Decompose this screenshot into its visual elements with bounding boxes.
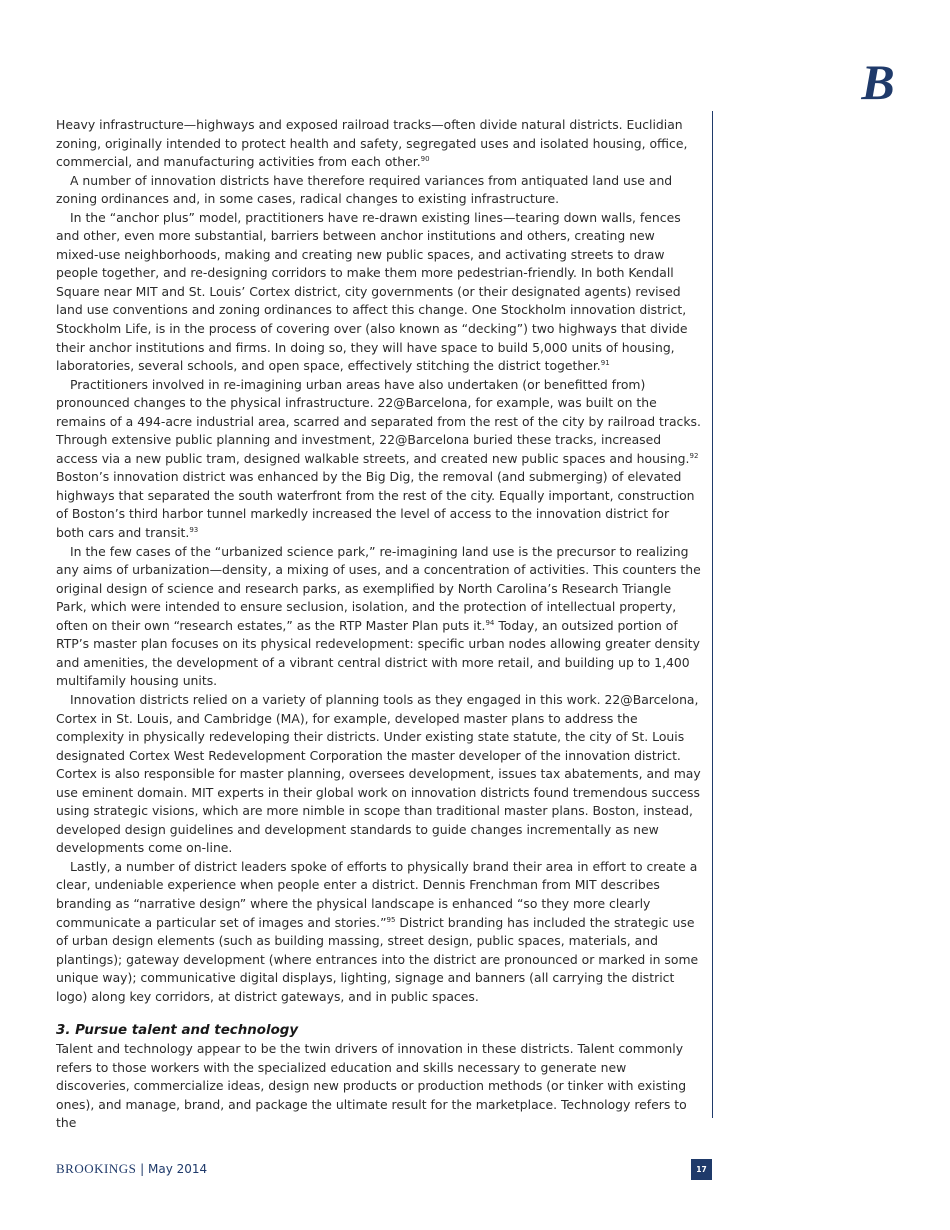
paragraph-5: In the few cases of the “urbanized science park,” re-imagining land use is the precursor to realizing any aims of urbanization—density, a mixing of uses, and a concentration of activities. This counters the original design of science and research parks, as exemplified by North Carolina’s Research Triangle Park, which were intended to ensure seclusion, isolation, and the protection of intellectual property, often on their own “research estates,” as the RTP Master Plan puts it.$^{94}$ Today, an outsized portion of RTP’s master plan focuses on its physical redevelopment: specific urban nodes allowing greater density and amenities, the development of a vibrant central district with more retail, and building up to 1,400 multifamily housing units. [56,543,701,689]
paragraph-1: Heavy infrastructure—highways and exposed railroad tracks—often divide natural districts. Euclidian zoning, originally intended to protect health and safety, segregated uses and isolated housing, office, commercial, and manufacturing activities from each other.$^{90}$ [56,117,688,170]
section-heading: 3. Pursue talent and technology [56,1023,299,1039]
paragraph-7: Lastly, a number of district leaders spoke of efforts to physically brand their area in effort to create a clear, undeniable experience when people enter a district. Dennis Frenchman from MIT describes branding as “narrative design” where the physical landscape is enhanced “so they more clearly communicate a particular set of images and stories.”$^{95}$ District branding has included the strategic use of urban design elements (such as building massing, street design, public spaces, materials, and plantings); gateway development (where entrances into the district are pronounced or marked in some unique way); communicative digital displays, lighting, signage and banners (all carrying the district logo) along key corridors, at district gateways, and in public spaces. [56,858,699,1004]
paragraph-6: Innovation districts relied on a variety of planning tools as they engaged in this work. 22@Barcelona, Cortex in St. Louis, and Cambridge (MA), for example, developed master plans to address the complexity in physically redeveloping their districts. Under existing state statute, the city of St. Louis designated Cortex West Redevelopment Corporation the master developer of the innovation district. Cortex is also responsible for master planning, oversees development, issues tax abatements, and may use eminent domain. MIT experts in their global work on innovation districts found tremendous success using strategic visions, which are more nimble in scope than traditional master plans. Boston, instead, developed design guidelines and development standards to guide changes incrementally as new developments come on-line. [56,691,701,856]
footer-publisher [56,1161,207,1177]
footer-date: May 2014 [148,1162,208,1176]
footnote-ref: 94 [485,618,495,627]
paragraph-2: A number of innovation districts have therefore required variances from antiquated land use and zoning ordinances and, in some cases, radical changes to existing infrastructure. [56,172,673,207]
paragraph-3: In the “anchor plus” model, practitioners have re-drawn existing lines—tearing down walls, fences and other, even more substantial, barriers between anchor institutions and others, creating new mixed-use neighborhoods, making and creating new public spaces, and activating streets to draw people together, and re-designing corridors to make them more pedestrian-friendly. In both Kendall Square near MIT and St. Louis’ Cortex district, city governments (or their designated agents) revised land use conventions and zoning ordinances to affect this change. One Stockholm innovation district, Stockholm Life, is in the process of covering over (also known as “decking”) two highways that divide their anchor institutions and firms. In doing so, they will have space to build 5,000 units of housing, laboratories, several schools, and open space, effectively stitching the district together.$^{91}$ [56,209,688,374]
footnote-ref: 91 [600,359,610,368]
paragraph-8: Talent and technology appear to be the twin drivers of innovation in these districts. Talent commonly refers to those workers with the specialized education and skills necessary to generate new discoveries, commercialize ideas, design new products or production methods (or tinker with existing ones), and manage, brand, and package the ultimate result for the marketplace. Technology refers to the [56,1041,687,1131]
brookings-logo-icon [858,58,898,106]
footer-separator: | [136,1162,149,1176]
page-number: 17 [691,1159,712,1180]
footnote-ref: 92 [689,451,699,460]
footnote-ref: 93 [189,526,199,535]
logo-letter: B [861,58,895,106]
column-divider [712,111,713,1118]
paragraph-4: Practitioners involved in re-imagining urban areas have also undertaken (or benefitted from) pronounced changes to the physical infrastructure. 22@Barcelona, for example, was built on the remains of a 494-acre industrial area, scarred and separated from the rest of the city by railroad tracks. Through extensive public planning and investment, 22@Barcelona buried these tracks, increased access via a new public tram, designed walkable streets, and created new public spaces and housing.$^{92}$ Boston’s innovation district was enhanced by the Big Dig, the removal (and submerging) of elevated highways that separated the south waterfront from the rest of the city. Equally important, construction of Boston’s third harbor tunnel markedly increased the level of access to the innovation district for both cars and transit.$^{93}$ [56,376,701,541]
footnote-ref: 90 [420,155,430,164]
article-body [56,116,701,1133]
footer-brand: BROOKINGS [56,1161,137,1176]
footnote-ref: 95 [386,915,396,924]
